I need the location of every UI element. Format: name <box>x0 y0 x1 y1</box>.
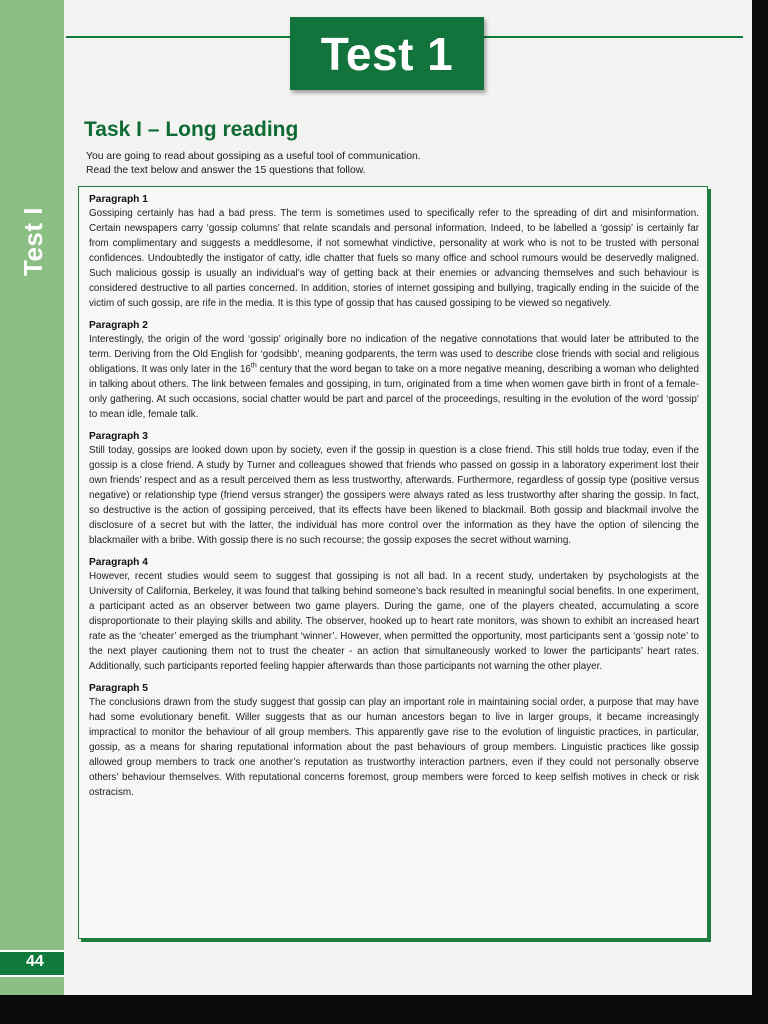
test-title: Test 1 <box>320 27 454 80</box>
test-title-box <box>290 17 484 90</box>
paragraph-text: Still today, gossips are looked down upon by society, even if the gossip in question is a close friend. This still holds true today, even if the gossip is a close friend. A study by Turner and colleagues showed that friends who passed on gossip in a laboratory experiment lost their own friends’ respect and as a result perceived them as less trustworthy, afterwards. Furthermore, regardless of gossip type (positive versus negative) or relationship type (friend versus stranger) the gossipers were always rated as less trustworthy after sharing the gossip. In fact, so destructive is the action of gossiping perceived, that its effects have been likened to blackmail. Both gossip and blackmail involve the disclosure of a secret but with the latter, the individual has more control over the information as they have the option of silencing the blackmailer with a bribe. With gossip there is no such recourse; the gossip exposes the secret without warning. <box>89 445 699 546</box>
intro-line: Read the text below and answer the 15 questions that follow. <box>86 165 366 176</box>
paragraph-4 <box>89 556 699 674</box>
paragraph-heading: Paragraph 4 <box>89 557 148 568</box>
page-number: 44 <box>26 953 44 970</box>
paragraph-heading: Paragraph 5 <box>89 683 148 694</box>
paragraph-text-part: century that the word began to take on a more negative meaning, describing a woman who delighted in talking about others. The link between females and gossiping, in turn, originated from a time when women gave birth in front of a female-only gathering. At such occasions, social chatter would be part and parcel of the proceedings, resulting in the evolution of the word ‘gossip’ to mean idle, female talk. <box>89 364 699 420</box>
paragraph-5 <box>89 682 699 800</box>
paragraph-2 <box>89 319 699 422</box>
paragraph-1 <box>89 193 699 311</box>
paragraph-3 <box>89 430 699 548</box>
side-test-label-text: Test I <box>17 206 48 276</box>
paragraph-text: The conclusions drawn from the study suggest that gossip can play an important role in maintaining social order, a purpose that may have had some evolutionary benefit. Willer suggests that as our human ancestors began to live in larger groups, it became increasingly impractical to monitor the behaviour of all group members. This apparently gave rise to the evolution of linguistic practices, in particular, gossip, as a means for sharing reputational information about the past behaviours of group members. Linguistic practices like gossip allowed group members to track one another’s reputation as trustworthy interaction partners, even if they could not personally observe others’ behaviour themselves. With reputational concerns foremost, group members were forced to keep selfish motives in check or risk ostracism. <box>89 697 699 798</box>
reading-text-box <box>78 186 708 939</box>
page-number-box <box>0 950 64 976</box>
paragraph-text <box>89 332 699 422</box>
paragraph-heading: Paragraph 3 <box>89 431 148 442</box>
paragraph-heading: Paragraph 2 <box>89 320 148 331</box>
page-number-rule <box>0 975 64 977</box>
paragraph-text-part: Interestingly, the origin of the word ‘gossip’ originally bore no indication of the negative connotations that would later be attributed to the term. Deriving from the Old English for ‘godsibb’, meaning godparents, the term was used to describe close friends with social and religious obligations. It was only later in the 16 <box>89 334 699 375</box>
bottom-dark-strip <box>0 995 768 1024</box>
intro-line: You are going to read about gossiping as a useful tool of communication. <box>86 151 421 162</box>
side-bar <box>0 0 64 995</box>
paragraph-text: However, recent studies would seem to suggest that gossiping is not all bad. In a recent study, undertaken by psychologists at the University of California, Berkeley, it was found that talking behind someone’s back resulted in meaningful social benefits. In one experiment, a participant acted as an observer between two game players. During the game, one of the players cheated, accumulating a score disproportionate to their playing skills and ability. The observer, hooked up to heart rate monitors, was shown to exhibit an increased heart rate as the ‘cheater’ emerged as the triumphant ‘winner’. However, when permitted the opportunity, most participants sent a ‘gossip note’ to the next player cautioning them not to trust the cheater - an action that simultaneously worked to lower the participants’ heart rates. Additionally, such participants reported feeling happier afterwards than those participants not warning the other player. <box>89 571 699 672</box>
task-intro <box>86 150 726 178</box>
side-test-label <box>11 196 55 286</box>
paragraph-heading: Paragraph 1 <box>89 194 148 205</box>
superscript: th <box>250 362 257 370</box>
paragraph-text: Gossiping certainly has had a bad press. The term is sometimes used to specifically refer to the spreading of dirt and misinformation. Certain newspapers carry ‘gossip columns’ that relate scandals and personal information. Indeed, to be labelled a ‘gossip’ is certainly far from complimentary and suggests a meddlesome, if not somewhat vindictive, personality at work who is not to be trusted with personal confidences. Undoubtedly the instigator of catty, idle chatter that fuels so many office and school rumours would be deservedly maligned. Such malicious gossip is usually an individual’s way of getting back at their enemies or advancing themselves and such behaviour is considered destructive to all parties concerned. In addition, stories of internet gossiping and bullying, tragically ending in the suicide of the victim of such gossip, are rife in the media. It is this type of gossip that has caused gossiping to be viewed so negatively. <box>89 208 699 309</box>
task-title: Task I – Long reading <box>84 118 299 141</box>
